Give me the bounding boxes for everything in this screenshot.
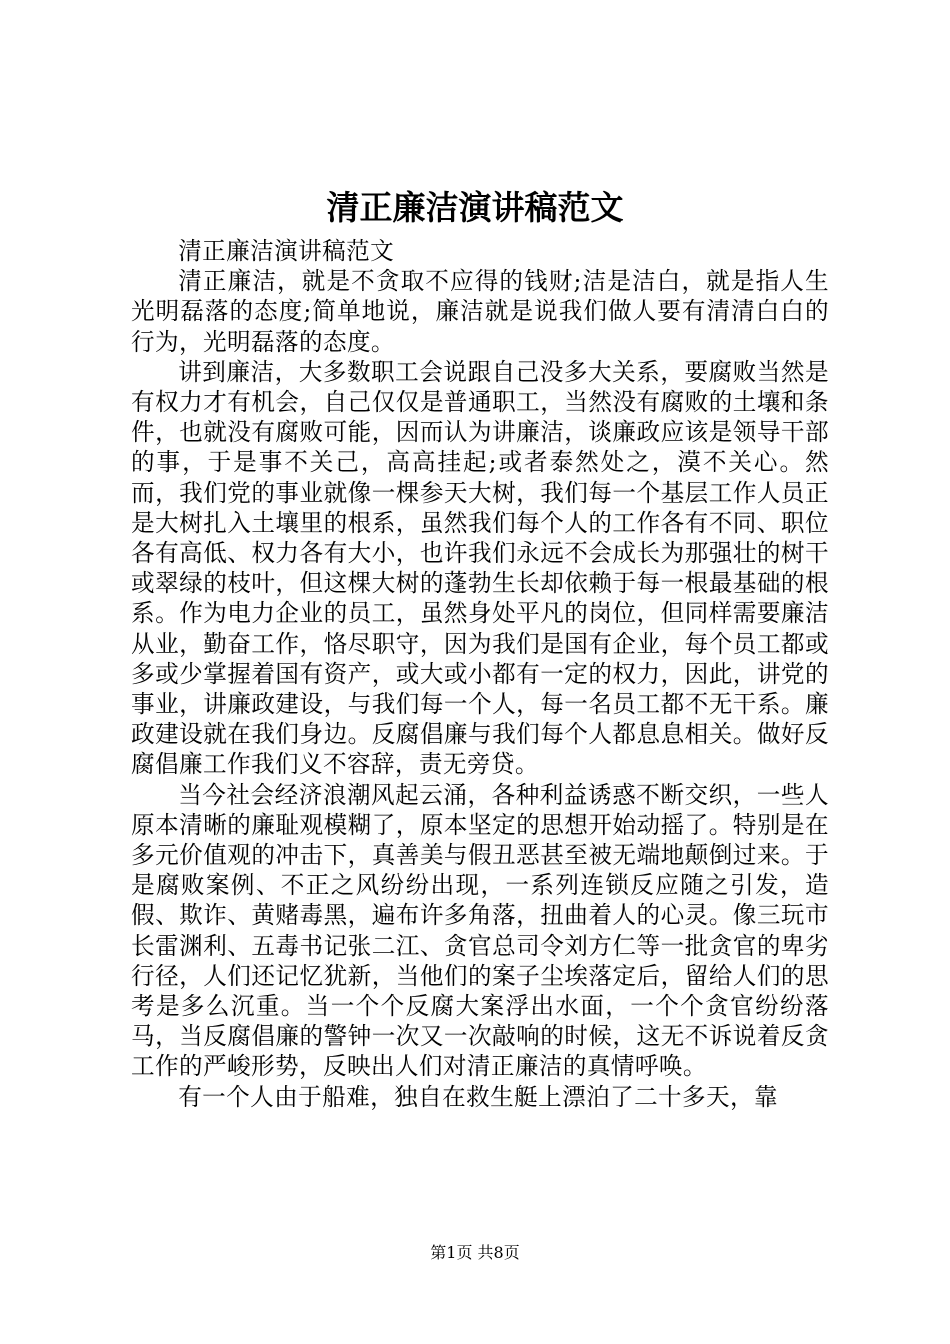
paragraph-shipwreck-story: 有一个人由于船难，独自在救生艇上漂泊了二十多天，靠 [178,1082,779,1111]
page-number-footer: 第1页 共8页 [430,1243,520,1262]
document-body [131,236,829,1112]
paragraph-integrity-relevance: 讲到廉洁，大多数职工会说跟自己没多大关系，要腐败当然是有权力才有机会，自己仅仅是普通职工，当然没有腐败的土壤和条件，也就没有腐败可能，因而认为讲廉洁，谈廉政应该是领导干部的事，于是事不关己，高高挂起;或者泰然处之，漠不关心。然而，我们党的事业就像一棵参天大树，我们每一个基层工作人员正是大树扎入土壤里的根系，虽然我们每个人的工作各有不同、职位各有高低、权力各有大小，也许我们永远不会成长为那强壮的树干或翠绿的枝叶，但这棵大树的蓬勃生长却依赖于每一根最基础的根系。作为电力企业的员工，虽然身处平凡的岗位，但同样需要廉洁从业，勤奋工作，恪尽职守，因为我们是国有企业，每个员工都或多或少掌握着国有资产，或大或小都有一定的权力，因此，讲党的事业，讲廉政建设，与我们每一个人，每一名员工都不无干系。廉政建设就在我们身边。反腐倡廉与我们每个人都息息相关。做好反腐倡廉工作我们义不容辞，责无旁贷。 [131,357,829,779]
document-title: 清正廉洁演讲稿范文 [326,188,624,227]
paragraph-social-context: 当今社会经济浪潮风起云涌，各种利益诱惑不断交织，一些人原本清晰的廉耻观模糊了，原本坚定的思想开始动摇了。特别是在多元价值观的冲击下，真善美与假丑恶甚至被无端地颠倒过来。于是腐败案例、不正之风纷纷出现，一系列连锁反应随之引发，造假、欺诈、黄赌毒黑，遍布许多角落，扭曲着人的心灵。像三玩市长雷渊利、五毒书记张二江、贪官总司令刘方仁等一批贪官的卑劣行径，人们还记忆犹新，当他们的案子尘埃落定后，留给人们的思考是多么沉重。当一个个反腐大案浮出水面，一个个贪官纷纷落马，当反腐倡廉的警钟一次又一次敲响的时候，这无不诉说着反贪工作的严峻形势，反映出人们对清正廉洁的真情呼唤。 [131,780,829,1081]
paragraph-definition: 清正廉洁，就是不贪取不应得的钱财;洁是洁白，就是指人生光明磊落的态度;简单地说，廉洁就是说我们做人要有清清白白的行为，光明磊落的态度。 [131,267,829,356]
paragraph-subtitle: 清正廉洁演讲稿范文 [178,237,395,265]
